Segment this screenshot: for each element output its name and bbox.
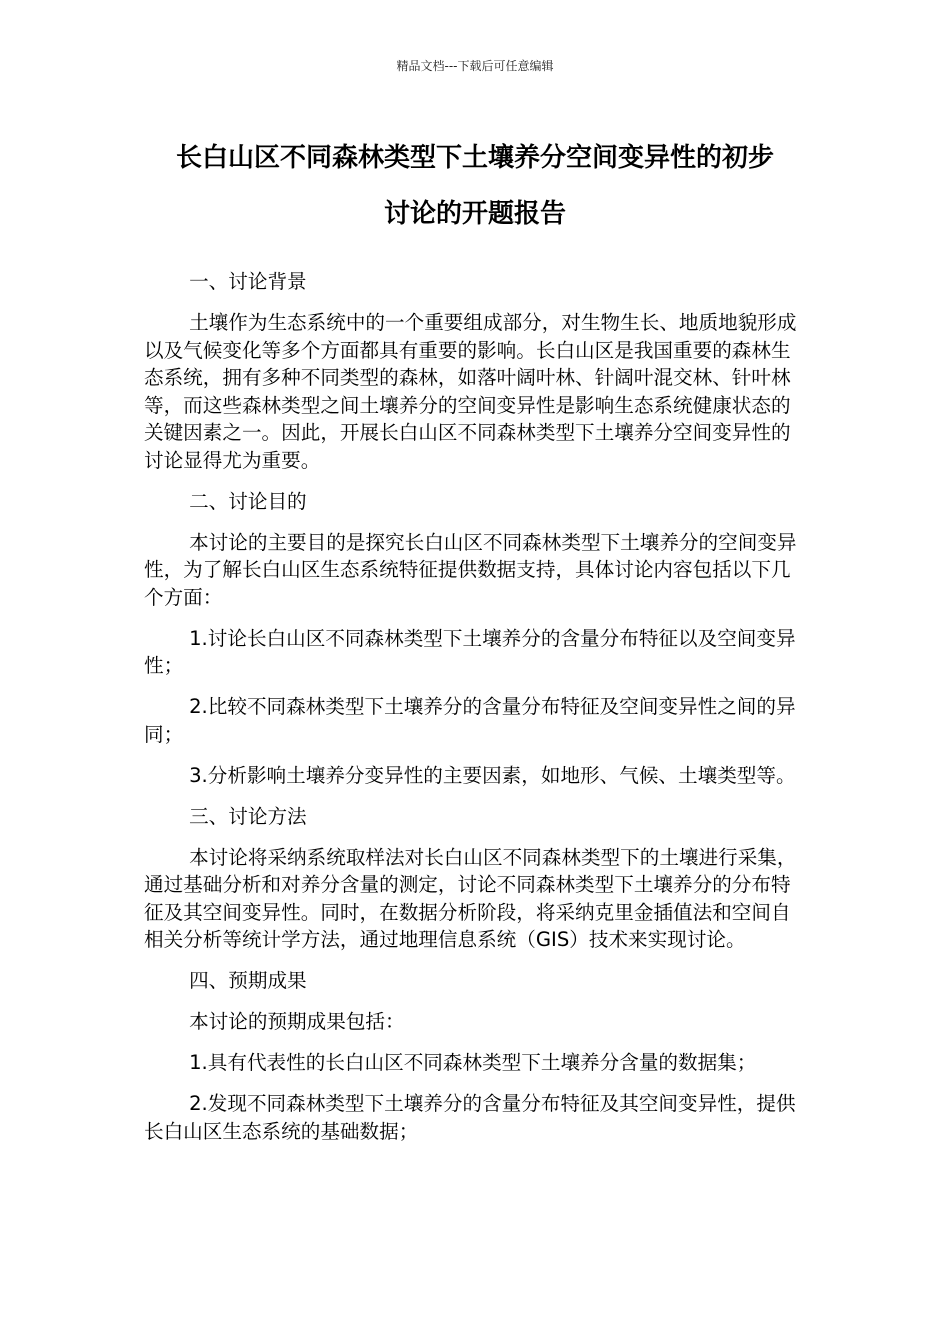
section-heading-results: 四、预期成果 bbox=[189, 969, 307, 992]
paragraph-background: 土壤作为生态系统中的一个重要组成部分，对生物生长、地质地貌形成以及气候变化等多个方面都具有重要的影响。长白山区是我国重要的森林生态系统，拥有多种不同类型的森林，如落叶阔叶林、针阔叶混交林、针叶林等，而这些森林类型之间土壤养分的空间变异性是影响生态系统健康状态的关键因素之一。因此，开展长白山区不同森林类型下土壤养分空间变异性的讨论显得尤为重要。 bbox=[144, 311, 797, 472]
list-item-purpose-1: 1.讨论长白山区不同森林类型下土壤养分的含量分布特征以及空间变异性； bbox=[144, 626, 796, 677]
section-heading-purpose: 二、讨论目的 bbox=[189, 489, 307, 513]
title-line-2: 讨论的开题报告 bbox=[383, 199, 566, 229]
title-line-1: 长白山区不同森林类型下土壤养分空间变异性的初步 bbox=[175, 143, 774, 173]
list-item-result-1: 1.具有代表性的长白山区不同森林类型下土壤养分含量的数据集； bbox=[189, 1051, 757, 1074]
header-note: 精品文档---下载后可任意编辑 bbox=[396, 59, 554, 73]
page-title bbox=[140, 130, 810, 242]
section-heading-method: 三、讨论方法 bbox=[189, 804, 307, 828]
paragraph-results-intro: 本讨论的预期成果包括： bbox=[189, 1010, 405, 1033]
list-item-result-2: 2.发现不同森林类型下土壤养分的含量分布特征及其空间变异性，提供长白山区生态系统的基础数据； bbox=[144, 1092, 796, 1143]
list-item-purpose-3: 3.分析影响土壤养分变异性的主要因素，如地形、气候、土壤类型等。 bbox=[189, 763, 796, 787]
paragraph-method: 本讨论将采纳系统取样法对长白山区不同森林类型下的土壤进行采集，通过基础分析和对养分含量的测定，讨论不同森林类型下土壤养分的分布特征及其空间变异性。同时，在数据分析阶段，将采纳克里金插值法和空间自相关分析等统计学方法，通过地理信息系统（GIS）技术来实现讨论。 bbox=[144, 845, 797, 951]
list-item-purpose-2: 2.比较不同森林类型下土壤养分的含量分布特征及空间变异性之间的异同； bbox=[144, 695, 796, 746]
document-body bbox=[144, 268, 806, 1159]
section-heading-background: 一、讨论背景 bbox=[189, 270, 307, 293]
paragraph-purpose: 本讨论的主要目的是探究长白山区不同森林类型下土壤养分的空间变异性，为了解长白山区生态系统特征提供数据支持，具体讨论内容包括以下几个方面： bbox=[144, 530, 797, 609]
